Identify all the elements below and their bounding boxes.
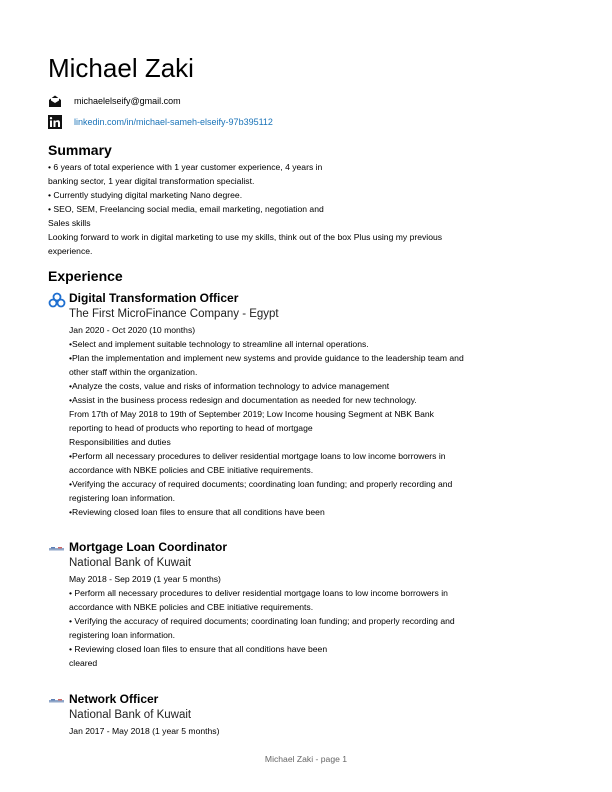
job-line: registering loan information. [69, 630, 176, 640]
linkedin-link[interactable]: linkedin.com/in/michael-sameh-elseify-97b395112 [74, 117, 273, 127]
job-dates: May 2018 - Sep 2019 (1 year 5 months) [69, 574, 221, 584]
job-dates: Jan 2017 - May 2018 (1 year 5 months) [69, 726, 220, 736]
job-line: other staff within the organization. [69, 367, 198, 377]
summary-line: • SEO, SEM, Freelancing social media, email marketing, negotiation and [48, 204, 324, 214]
job-line: •Plan the implementation and implement new systems and provide guidance to the leadership team and [69, 353, 464, 363]
job-title: Mortgage Loan Coordinator [69, 540, 227, 554]
job-dates: Jan 2020 - Oct 2020 (10 months) [69, 325, 196, 335]
summary-line: Sales skills [48, 218, 91, 228]
job-title: Digital Transformation Officer [69, 291, 239, 305]
company-logo-icon [48, 292, 66, 308]
job-line: •Analyze the costs, value and risks of information technology to advice management [69, 381, 390, 391]
job-body [69, 323, 464, 519]
job-line: • Reviewing closed loan files to ensure that all conditions have been [69, 644, 328, 654]
job-line: • Perform all necessary procedures to deliver residential mortgage loans to low income borrowers in [69, 588, 448, 598]
summary-line: banking sector, 1 year digital transformation specialist. [48, 176, 255, 186]
summary-line: experience. [48, 246, 93, 256]
job-line: •Assist in the business process redesign and documentation as needed for new technology. [69, 395, 417, 405]
job-body [69, 572, 455, 670]
job-line: accordance with NBKE policies and CBE initiative requirements. [69, 465, 314, 475]
job-company: The First MicroFinance Company - Egypt [69, 308, 279, 320]
candidate-name: Michael Zaki [48, 53, 194, 83]
summary-line: • Currently studying digital marketing Nano degree. [48, 190, 243, 200]
job-line: accordance with NBKE policies and CBE initiative requirements. [69, 602, 314, 612]
job-body [69, 724, 219, 738]
page-footer: Michael Zaki - page 1 [264, 754, 348, 764]
job-title: Network Officer [69, 692, 159, 706]
job-line: Responsibilities and duties [69, 437, 171, 447]
job-line: • Verifying the accuracy of required documents; coordinating loan funding; and properly recording and [69, 616, 455, 626]
job-company: National Bank of Kuwait [69, 557, 192, 569]
summary-body [48, 160, 442, 258]
job-line: registering loan information. [69, 493, 176, 503]
job-line: cleared [69, 658, 98, 668]
summary-line: • 6 years of total experience with 1 year customer experience, 4 years in [48, 162, 323, 172]
email-row [48, 94, 181, 108]
job-line: •Reviewing closed loan files to ensure that all conditions have been [69, 507, 325, 517]
summary-line: Looking forward to work in digital marketing to use my skills, think out of the box Plus using my previous [48, 232, 443, 242]
job-line: •Select and implement suitable technology to streamline all internal operations. [69, 339, 369, 349]
job-line: •Perform all necessary procedures to deliver residential mortgage loans to low income borrowers in [69, 451, 446, 461]
company-logo-icon [48, 693, 66, 709]
email-text[interactable]: michaelelseify@gmail.com [74, 96, 181, 106]
envelope-icon [48, 94, 62, 108]
job-company: National Bank of Kuwait [69, 709, 192, 721]
summary-heading: Summary [48, 142, 112, 158]
job-line: From 17th of May 2018 to 19th of September 2019; Low Income housing Segment at NBK Bank [69, 409, 434, 419]
linkedin-icon [48, 115, 62, 129]
job-line: reporting to head of products who reporting to head of mortgage [69, 423, 313, 433]
experience-heading: Experience [48, 268, 123, 284]
job-line: •Verifying the accuracy of required documents; coordinating loan funding; and properly recording and [69, 479, 453, 489]
company-logo-icon [48, 541, 66, 557]
linkedin-row [48, 115, 273, 129]
